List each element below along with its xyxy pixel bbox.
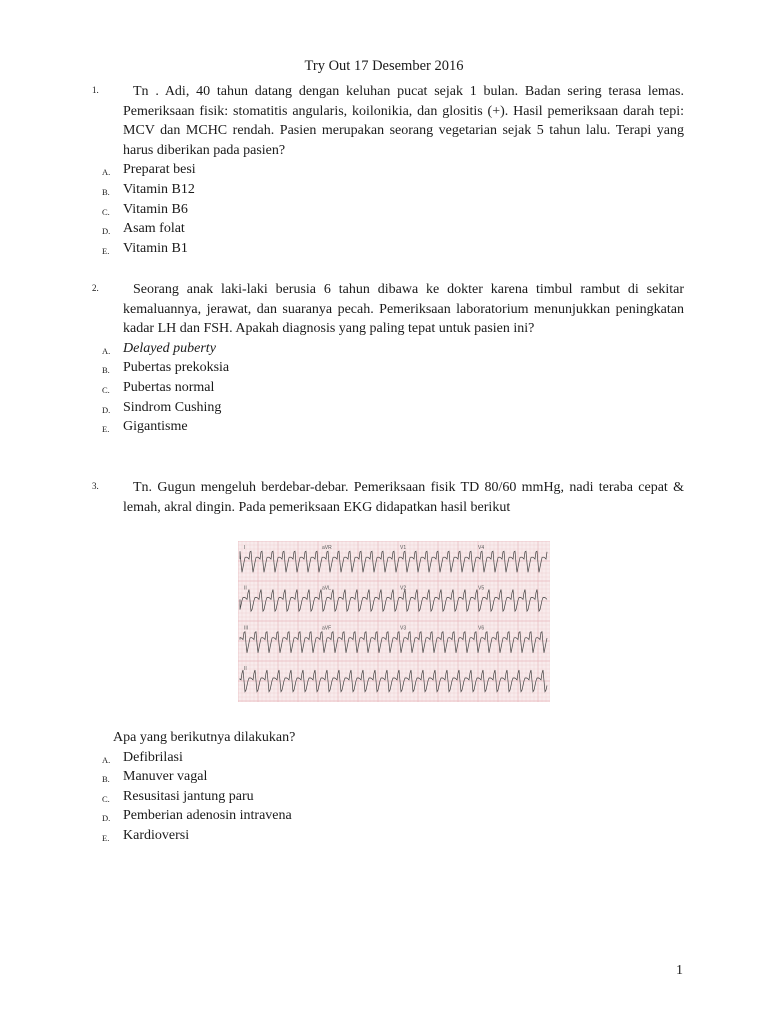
page-title: Try Out 17 Desember 2016 [304, 58, 464, 74]
option-letter: E. [102, 424, 110, 435]
option-text: Sindrom Cushing [123, 399, 222, 415]
option-letter: D. [102, 226, 111, 237]
option-c[interactable] [92, 378, 684, 398]
option-text: Manuver vagal [123, 769, 208, 785]
option-letter: C. [102, 206, 110, 217]
option-text: Vitamin B6 [123, 201, 188, 217]
option-text: Vitamin B1 [123, 240, 188, 256]
option-list [92, 748, 684, 846]
ecg-lead-label: V5 [478, 585, 485, 592]
option-text: Asam folat [123, 221, 185, 237]
option-e[interactable] [92, 826, 684, 846]
ecg-lead-label: II [244, 665, 247, 672]
option-text: Pubertas prekoksia [123, 360, 230, 376]
ecg-lead-label: III [244, 625, 249, 632]
question-text: Tn. Gugun mengeluh berdebar-debar. Pemeriksaan fisik TD 80/60 mmHg, nadi teraba cepat & lemah, akral dingin. Pada pemeriksaan EKG didapatkan hasil berikut [123, 480, 684, 515]
option-text: Gigantisme [123, 419, 188, 435]
option-a[interactable] [92, 160, 684, 180]
question-text: Seorang anak laki-laki berusia 6 tahun dibawa ke dokter karena timbul rambut di sekitar kemaluannya, jerawat, dan suaranya pecah. Pemeriksaan laboratorium menunjukkan peningkatan kadar LH dan FSH. Apakah diagnosis yang paling tepat untuk pasien ini? [123, 282, 684, 337]
option-text: Kardioversi [123, 827, 190, 843]
option-text: Pubertas normal [123, 379, 215, 395]
question-number: 1. [92, 85, 99, 95]
option-text: Defibrilasi [123, 749, 183, 765]
option-letter: C. [102, 793, 110, 804]
option-d[interactable] [92, 806, 684, 826]
question-number: 2. [92, 283, 99, 293]
option-d[interactable] [92, 398, 684, 418]
option-letter: A. [102, 345, 111, 356]
question-3 [92, 478, 684, 517]
option-b[interactable] [92, 358, 684, 378]
question-number: 3. [92, 481, 99, 491]
option-letter: E. [102, 832, 110, 843]
question-text: Tn . Adi, 40 tahun datang dengan keluhan pucat sejak 1 bulan. Badan sering terasa lemas. Pemeriksaan fisik: stomatitis angularis, koilonikia, dan glositis (+). Hasil pemeriksaan darah tepi: MCV dan MCHC rendah. Pasien merupakan seorang vegetarian sejak 5 tahun lalu. Terapi yang harus diberikan pada pasien? [123, 84, 684, 158]
option-letter: A. [102, 754, 111, 765]
option-list [92, 339, 684, 437]
ecg-image [238, 541, 550, 702]
ecg-lead-label: V6 [478, 625, 485, 632]
ecg-lead-label: II [244, 585, 247, 592]
ecg-lead-label: I [244, 545, 246, 551]
option-b[interactable] [92, 767, 684, 787]
question-3-followup [92, 728, 684, 846]
option-b[interactable] [92, 180, 684, 200]
question-2 [92, 280, 684, 437]
option-d[interactable] [92, 219, 684, 239]
ecg-lead-label: V1 [400, 545, 407, 551]
ecg-lead-label: aVR [322, 545, 332, 551]
option-text: Delayed puberty [123, 340, 216, 356]
ecg-lead-label: V3 [400, 625, 407, 632]
option-text: Pemberian adenosin intravena [123, 808, 292, 824]
ecg-lead-label: aVF [322, 625, 332, 632]
option-letter: E. [102, 245, 110, 256]
option-letter: D. [102, 813, 111, 824]
option-letter: B. [102, 186, 110, 197]
option-letter: D. [102, 404, 111, 415]
ecg-lead-label: V4 [478, 545, 485, 551]
followup-text-row [92, 728, 684, 748]
option-e[interactable] [92, 417, 684, 437]
option-letter: B. [102, 365, 110, 376]
ecg-lead-label: V2 [400, 585, 407, 592]
option-a[interactable] [92, 748, 684, 768]
question-1 [92, 82, 684, 258]
option-letter: C. [102, 384, 110, 395]
option-text: Preparat besi [123, 162, 196, 178]
option-a[interactable] [92, 339, 684, 359]
option-text: Vitamin B12 [123, 181, 195, 197]
option-c[interactable] [92, 787, 684, 807]
option-c[interactable] [92, 200, 684, 220]
followup-text: Apa yang berikutnya dilakukan? [113, 730, 296, 745]
ecg-strip [238, 541, 550, 702]
ecg-lead-label: aVL [322, 585, 331, 592]
option-letter: B. [102, 774, 110, 785]
option-text: Resusitasi jantung paru [123, 788, 254, 804]
option-list [92, 160, 684, 258]
option-letter: A. [102, 167, 111, 178]
page-number: 1 [676, 963, 683, 978]
option-e[interactable] [92, 239, 684, 259]
